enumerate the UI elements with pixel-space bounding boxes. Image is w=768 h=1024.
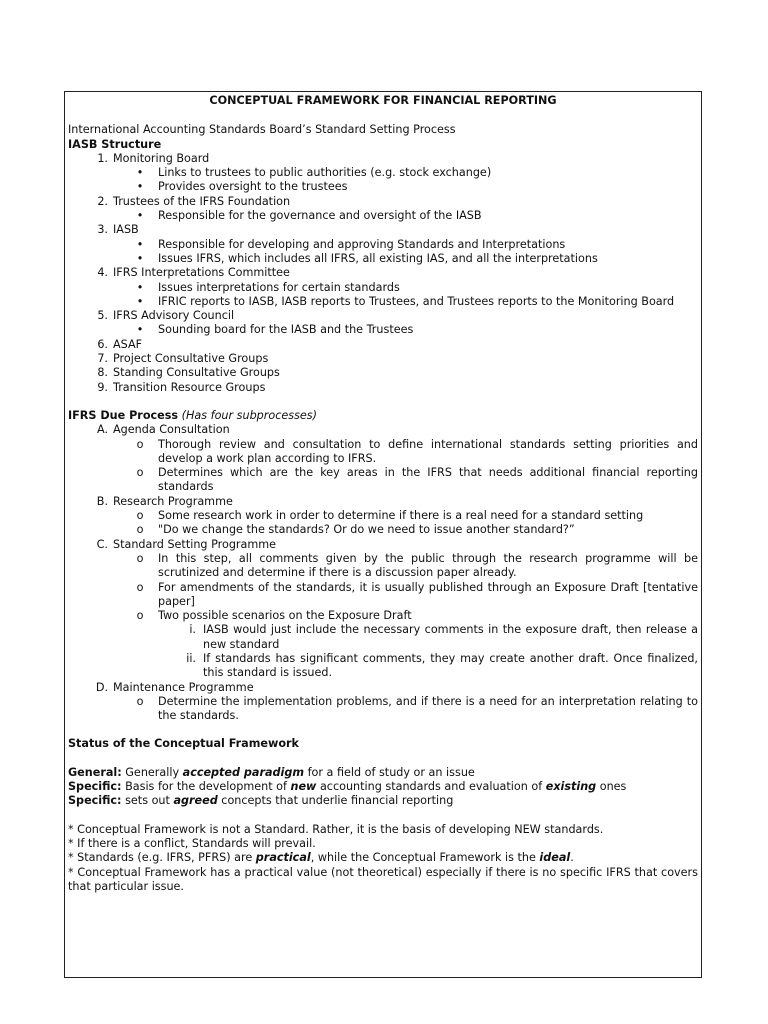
item-number: 3.: [97, 223, 108, 237]
sub-glyph: o: [136, 437, 144, 451]
sub-glyph: o: [136, 580, 144, 594]
item-number: 7.: [97, 352, 108, 366]
step-letter: C.: [96, 537, 108, 551]
bullet-text: IFRIC reports to IASB, IASB reports to Trustees, and Trustees reports to the Monitoring Board: [158, 294, 675, 308]
structure-item: [68, 266, 698, 280]
structure-item: [68, 152, 698, 166]
due-process-step: [68, 495, 698, 509]
bullet-text: Responsible for the governance and oversight of the IASB: [158, 209, 482, 223]
structure-bullet: [68, 295, 698, 309]
spec2-em: agreed: [173, 794, 218, 808]
sub-glyph: o: [136, 509, 144, 523]
sub-glyph: o: [136, 609, 144, 623]
step-letter: A.: [96, 423, 108, 437]
sub-glyph: o: [136, 694, 144, 708]
spec2-post: concepts that underlie financial reporting: [217, 794, 454, 808]
due-process-note: (Has four subprocesses): [181, 408, 317, 422]
item-number: 1.: [97, 151, 108, 165]
bullet-glyph: •: [136, 280, 144, 294]
item-label: Trustees of the IFRS Foundation: [113, 194, 291, 208]
step-detail: [68, 466, 698, 495]
status-heading: Status of the Conceptual Framework: [68, 737, 299, 751]
note3-mid: , while the Conceptual Framework is the: [310, 851, 540, 865]
status-specific-1: [68, 780, 698, 794]
due-process-step: [68, 423, 698, 437]
due-process-step: [68, 538, 698, 552]
bullet-glyph: •: [136, 294, 144, 308]
specific-label: Specific:: [68, 780, 122, 794]
note3-em: practical: [255, 851, 311, 865]
item-label: IFRS Advisory Council: [113, 309, 235, 323]
intro-line: International Accounting Standards Board’s Standard Setting Process: [68, 123, 456, 137]
bullet-glyph: •: [136, 166, 144, 180]
bullet-text: Sounding board for the IASB and the Trustees: [158, 323, 414, 337]
item-number: 8.: [97, 366, 108, 380]
sub-glyph: o: [136, 466, 144, 480]
scenario-text: If standards has significant comments, they may create another draft. Once finalized, this standard is issued.: [203, 651, 698, 680]
item-label: IFRS Interpretations Committee: [113, 266, 290, 280]
status-general: [68, 766, 698, 780]
page-title: CONCEPTUAL FRAMEWORK FOR FINANCIAL REPORTING: [209, 94, 557, 107]
item-number: 6.: [97, 337, 108, 351]
spec1-pre: Basis for the development of: [125, 780, 291, 794]
specific-label-2: Specific:: [68, 794, 122, 808]
bullet-glyph: •: [136, 180, 144, 194]
structure-item: [68, 309, 698, 323]
step-detail: [68, 552, 698, 581]
detail-text: Thorough review and consultation to define international standards setting priorities and develop a work plan according to IFRS.: [158, 437, 698, 465]
structure-item: [68, 366, 698, 380]
spec2-pre: sets out: [125, 794, 174, 808]
structure-bullet: [68, 281, 698, 295]
structure-item: [68, 381, 698, 395]
item-label: IASB: [113, 223, 139, 237]
detail-text: In this step, all comments given by the public through the research programme will be scrutinized and determine if there is a discussion paper already.: [158, 551, 698, 580]
general-post: for a field of study or an issue: [304, 765, 475, 779]
bullet-text: Links to trustees to public authorities (e.g. stock exchange): [158, 166, 492, 180]
iasb-structure-heading: IASB Structure: [68, 137, 162, 151]
structure-item: [68, 352, 698, 366]
item-label: Monitoring Board: [113, 151, 210, 165]
spec1-em2: existing: [545, 780, 597, 794]
spec1-em: new: [290, 780, 317, 794]
step-label: Maintenance Programme: [113, 680, 254, 694]
bullet-glyph: •: [136, 209, 144, 223]
note-1: * Conceptual Framework is not a Standard. Rather, it is the basis of developing NEW standards.: [68, 822, 604, 836]
detail-text: For amendments of the standards, it is usually published through an Exposure Draft [tentative paper]: [158, 580, 698, 608]
step-detail: [68, 581, 698, 610]
item-number: 4.: [97, 266, 108, 280]
bullet-glyph: •: [136, 323, 144, 337]
due-process-heading: [68, 409, 698, 423]
note-2: * If there is a conflict, Standards will prevail.: [68, 836, 316, 850]
step-label: Agenda Consultation: [113, 423, 230, 437]
sub-glyph: o: [136, 523, 144, 537]
step-letter: D.: [95, 680, 108, 694]
scenario-number: i.: [189, 623, 196, 637]
detail-text: Some research work in order to determine if there is a real need for a standard setting: [158, 509, 644, 523]
step-label: Standard Setting Programme: [113, 537, 277, 551]
structure-bullet: [68, 252, 698, 266]
item-label: Transition Resource Groups: [113, 380, 266, 394]
scenario-item: [68, 623, 698, 652]
general-label: General:: [68, 765, 122, 779]
detail-text: Determines which are the key areas in the IFRS that needs additional financial reporting standards: [158, 466, 698, 494]
note3-em2: ideal: [539, 851, 571, 865]
structure-item: [68, 195, 698, 209]
step-detail: [68, 438, 698, 467]
bullet-text: Issues interpretations for certain standards: [158, 280, 400, 294]
structure-bullet: [68, 323, 698, 337]
bullet-text: Provides oversight to the trustees: [158, 180, 348, 194]
detail-text: Determine the implementation problems, and if there is a need for an interpretation relating to the standards.: [158, 694, 698, 723]
scenario-number: ii.: [186, 651, 196, 665]
iasb-structure-list: [68, 152, 698, 395]
item-label: Project Consultative Groups: [113, 352, 269, 366]
spec1-post: ones: [596, 780, 627, 794]
bullet-glyph: •: [136, 251, 144, 265]
item-label: Standing Consultative Groups: [113, 366, 280, 380]
structure-bullet: [68, 238, 698, 252]
step-detail: [68, 509, 698, 523]
structure-item: [68, 338, 698, 352]
item-label: ASAF: [113, 337, 143, 351]
item-number: 9.: [97, 380, 108, 394]
bullet-text: Issues IFRS, which includes all IFRS, all existing IAS, and all the interpretations: [158, 251, 598, 265]
structure-item: [68, 223, 698, 237]
note-4: * Conceptual Framework has a practical value (not theoretical) especially if there is no specific IFRS that covers that particular issue.: [68, 865, 698, 893]
status-specific-2: [68, 794, 698, 808]
due-process-step: [68, 681, 698, 695]
step-detail: [68, 695, 698, 724]
step-detail: [68, 523, 698, 537]
bullet-text: Responsible for developing and approving Standards and Interpretations: [158, 237, 566, 251]
scenario-text: IASB would just include the necessary comments in the exposure draft, then release a new standard: [203, 623, 698, 651]
due-process-list: [68, 423, 698, 723]
detail-text: "Do we change the standards? Or do we need to issue another standard?”: [158, 523, 575, 537]
due-process-title: IFRS Due Process: [68, 408, 179, 422]
general-pre: Generally: [125, 765, 183, 779]
structure-bullet: [68, 209, 698, 223]
step-label: Research Programme: [113, 494, 233, 508]
detail-text: Two possible scenarios on the Exposure Draft: [158, 609, 412, 623]
step-detail: [68, 609, 698, 623]
general-em: accepted paradigm: [182, 765, 305, 779]
note3-pre: * Standards (e.g. IFRS, PFRS) are: [68, 851, 256, 865]
sub-glyph: o: [136, 551, 144, 565]
item-number: 5.: [97, 309, 108, 323]
document-page: [64, 91, 702, 978]
note3-post: .: [570, 851, 574, 865]
structure-bullet: [68, 166, 698, 180]
item-number: 2.: [97, 194, 108, 208]
bullet-glyph: •: [136, 237, 144, 251]
structure-bullet: [68, 180, 698, 194]
scenario-item: [68, 652, 698, 681]
spec1-mid: accounting standards and evaluation of: [316, 780, 546, 794]
note-3: [68, 851, 698, 865]
step-letter: B.: [96, 494, 108, 508]
